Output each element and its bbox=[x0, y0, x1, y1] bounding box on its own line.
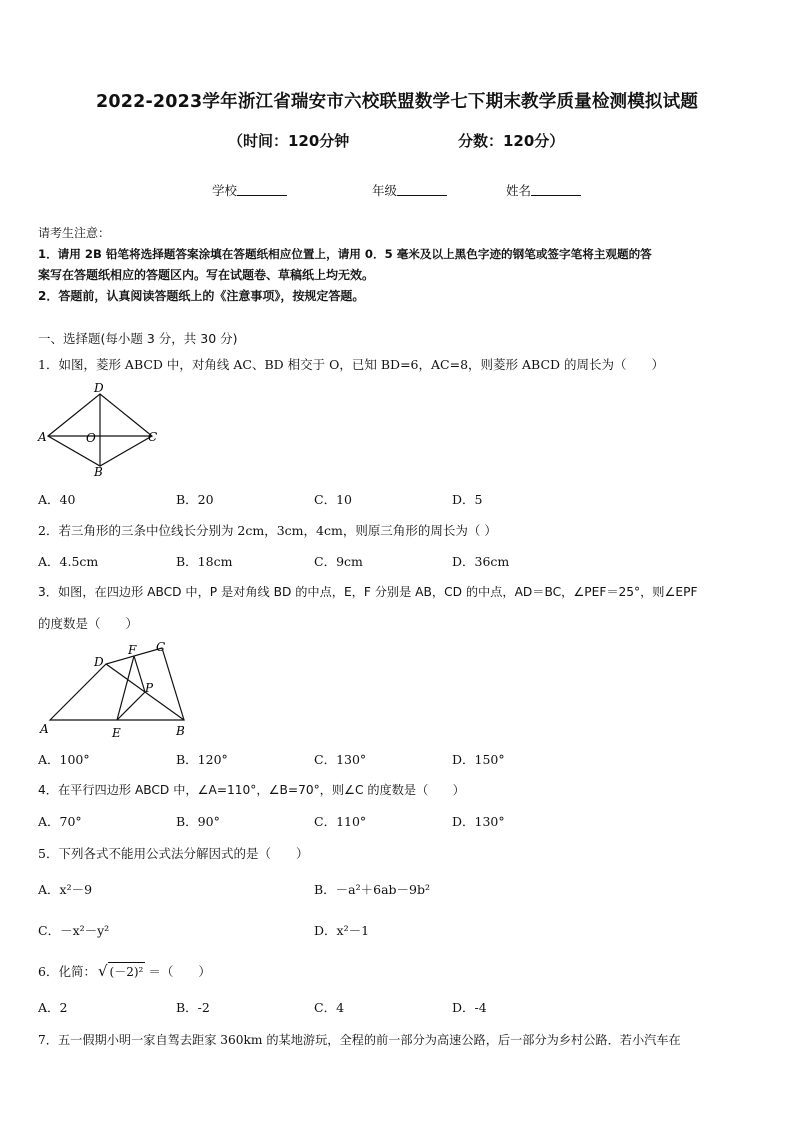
question-7-stem: 7．五一假期小明一家自驾去距家 360km 的某地游玩，全程的前一部分为高速公路，后一部分为乡村公路．若小汽车在 bbox=[38, 1033, 681, 1047]
q6-option-a: A．2 bbox=[38, 1000, 68, 1015]
q5-option-d: D．x²－1 bbox=[314, 923, 370, 938]
quadrilateral-figure bbox=[34, 638, 194, 742]
rhombus-figure bbox=[36, 378, 166, 478]
label-A: A bbox=[40, 722, 49, 736]
q3-option-b: B．120° bbox=[176, 752, 228, 767]
q1-option-b: B．20 bbox=[176, 492, 214, 507]
section-heading: 一、选择题(每小题 3 分，共 30 分) bbox=[38, 331, 238, 346]
exam-score: 分数：120分） bbox=[458, 132, 565, 150]
notice-line-1: 1．请用 2B 铅笔将选择题答案涂填在答题纸相应位置上，请用 0．5 毫米及以上黑色字迹的钢笔或签字笔将主观题的答 bbox=[38, 247, 652, 261]
q6-prefix: 6．化简： bbox=[38, 964, 96, 979]
q1-option-a: A．40 bbox=[38, 492, 76, 507]
name-label: 姓名 bbox=[506, 183, 532, 198]
q4-option-a: A．70° bbox=[38, 814, 82, 829]
notice-heading: 请考生注意： bbox=[38, 226, 111, 240]
exam-time: （时间：120分钟 bbox=[228, 132, 350, 150]
label-O: O bbox=[86, 431, 96, 445]
radical-sign-icon: √ bbox=[97, 962, 108, 980]
q3-option-a: A．100° bbox=[38, 752, 90, 767]
q5-option-c: C．－x²－y² bbox=[38, 923, 110, 938]
question-1-stem: 1．如图，菱形 ABCD 中，对角线 AC、BD 相交于 O，已知 BD=6，AC=8，则菱形 ABCD 的周长为（ ） bbox=[38, 357, 665, 372]
q6-option-c: C．4 bbox=[314, 1000, 345, 1015]
notice-line-2: 2．答题前，认真阅读答题纸上的《注意事项》，按规定答题。 bbox=[38, 289, 365, 303]
notice-line-1b: 案写在答题纸相应的答题区内。写在试题卷、草稿纸上均无效。 bbox=[38, 268, 375, 282]
grade-label: 年级 bbox=[372, 183, 398, 198]
name-blank bbox=[531, 183, 581, 196]
grade-blank bbox=[397, 183, 447, 196]
question-3-stem: 3．如图，在四边形 ABCD 中，P 是对角线 BD 的中点，E，F 分别是 AB，CD 的中点，AD＝BC，∠PEF＝25°，则∠EPF bbox=[38, 585, 698, 599]
label-A: A bbox=[38, 430, 47, 444]
label-C: C bbox=[156, 640, 166, 654]
label-B: B bbox=[176, 724, 185, 738]
label-P: P bbox=[145, 681, 154, 695]
label-B: B bbox=[94, 465, 103, 478]
school-field bbox=[212, 181, 287, 199]
question-5-stem: 5．下列各式不能用公式法分解因式的是（ ） bbox=[38, 846, 309, 861]
q2-option-b: B．18cm bbox=[176, 554, 233, 569]
q2-option-a: A．4.5cm bbox=[38, 554, 99, 569]
label-D: D bbox=[94, 655, 104, 669]
q4-option-c: C．110° bbox=[314, 814, 367, 829]
q3-option-d: D．150° bbox=[452, 752, 505, 767]
q5-option-a: A．x²－9 bbox=[38, 882, 93, 897]
school-label: 学校 bbox=[212, 183, 238, 198]
q6-option-b: B．-2 bbox=[176, 1000, 210, 1015]
question-2-stem: 2．若三角形的三条中位线长分别为 2cm，3cm，4cm，则原三角形的周长为（ ） bbox=[38, 523, 497, 538]
page-title: 2022-2023学年浙江省瑞安市六校联盟数学七下期末教学质量检测模拟试题 bbox=[95, 92, 699, 112]
q5-option-b: B．－a²＋6ab－9b² bbox=[314, 882, 431, 897]
question-4-stem: 4．在平行四边形 ABCD 中，∠A=110°，∠B=70°，则∠C 的度数是（ ） bbox=[38, 783, 465, 797]
q6-radicand: (－2)² bbox=[108, 962, 146, 980]
school-blank bbox=[237, 183, 287, 196]
q1-option-c: C．10 bbox=[314, 492, 352, 507]
label-C: C bbox=[148, 430, 158, 444]
label-D: D bbox=[94, 381, 104, 395]
grade-field bbox=[372, 181, 447, 199]
name-field bbox=[506, 181, 581, 199]
q1-option-d: D．5 bbox=[452, 492, 483, 507]
q6-suffix: ＝（ ） bbox=[148, 964, 211, 979]
label-E: E bbox=[112, 726, 121, 740]
q6-option-d: D．-4 bbox=[452, 1000, 487, 1015]
q2-option-d: D．36cm bbox=[452, 554, 510, 569]
question-3-stem-2: 的度数是（ ） bbox=[38, 616, 139, 631]
label-F: F bbox=[128, 643, 137, 657]
question-6-stem bbox=[38, 962, 211, 980]
q4-option-b: B．90° bbox=[176, 814, 220, 829]
q2-option-c: C．9cm bbox=[314, 554, 363, 569]
q3-option-c: C．130° bbox=[314, 752, 367, 767]
q4-option-d: D．130° bbox=[452, 814, 505, 829]
